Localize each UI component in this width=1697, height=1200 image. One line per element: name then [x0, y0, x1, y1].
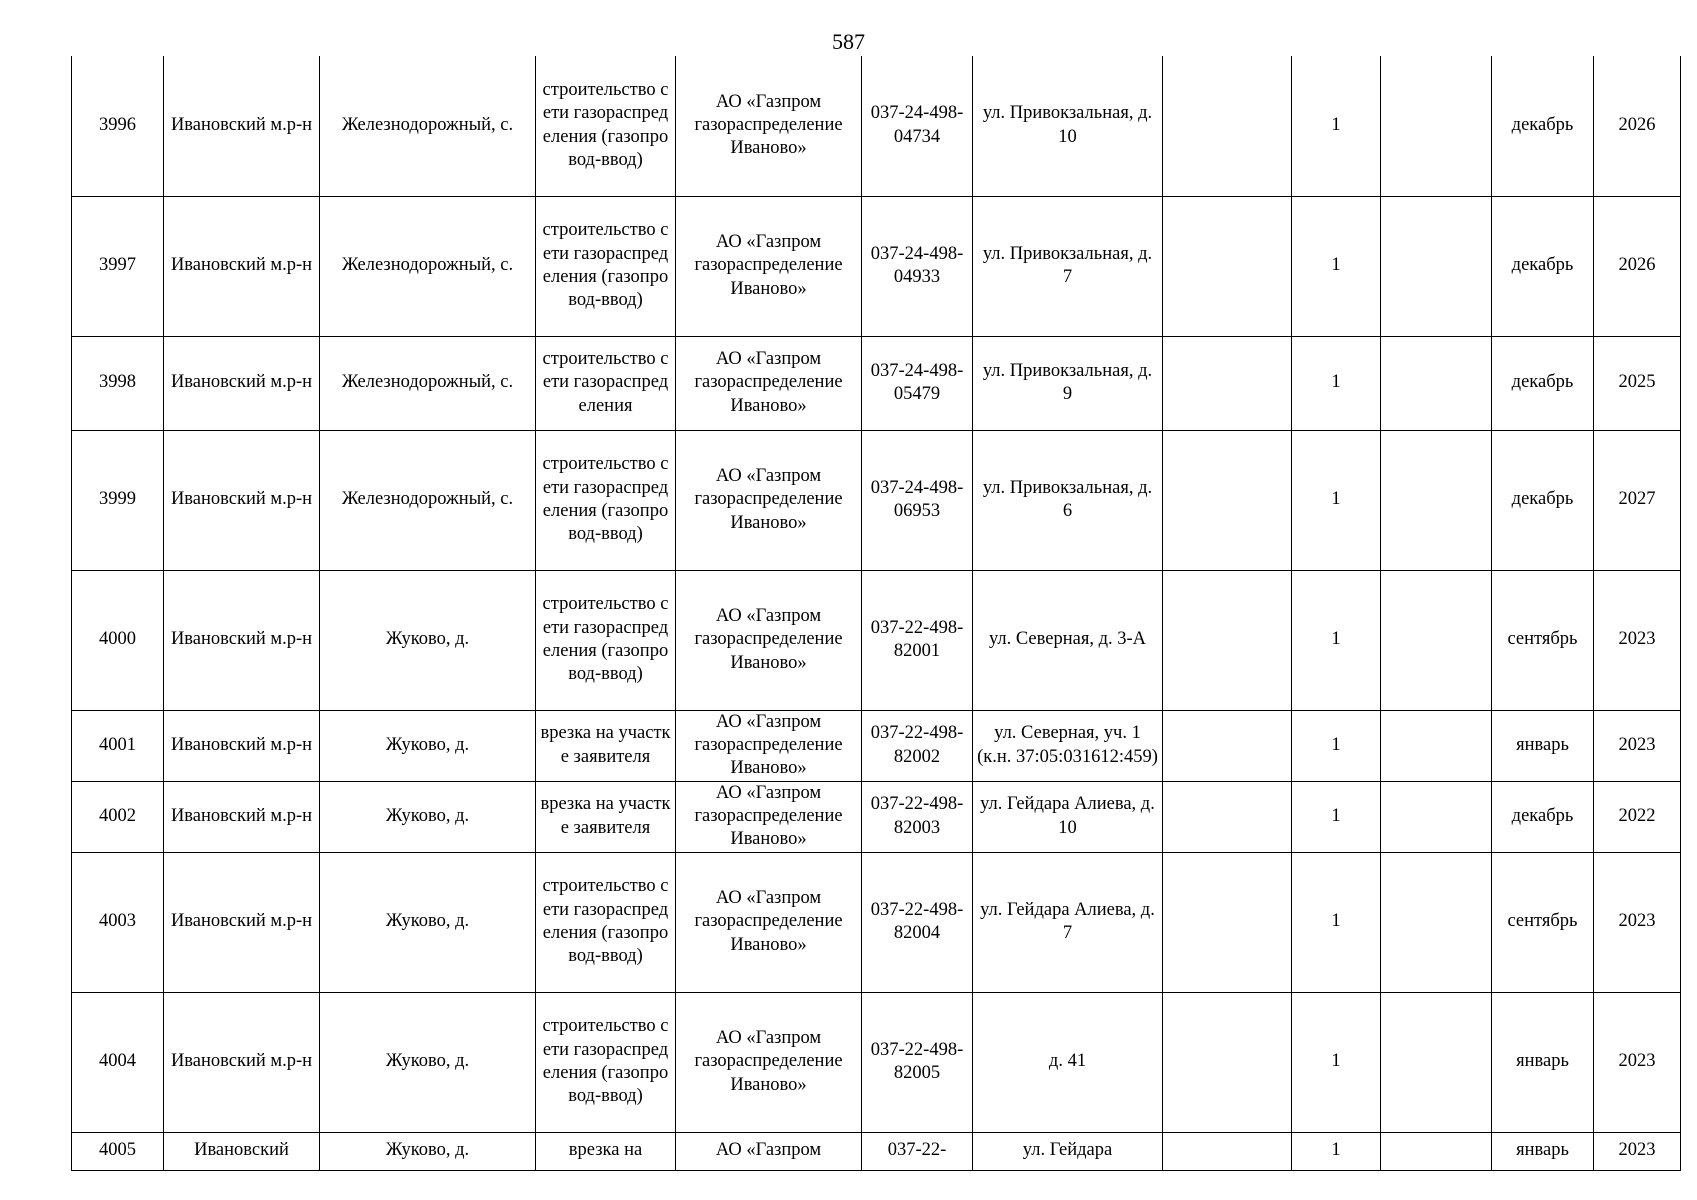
cell-address: ул. Привокзальная, д. 6	[973, 430, 1163, 570]
cell-district: Ивановский м.р-н	[164, 56, 320, 196]
cell-qty: 1	[1292, 781, 1381, 852]
cell-org: АО «Газпром	[676, 1132, 862, 1170]
cell-num: 4005	[72, 1132, 164, 1170]
cell-col10	[1381, 992, 1492, 1132]
cell-address: д. 41	[973, 992, 1163, 1132]
cell-work: строительство сети газораспределения (газопровод-ввод)	[536, 570, 676, 710]
cell-address: ул. Привокзальная, д. 10	[973, 56, 1163, 196]
cell-district: Ивановский м.р-н	[164, 781, 320, 852]
cell-work: врезка на	[536, 1132, 676, 1170]
cell-work: строительство сети газораспределения (газопровод-ввод)	[536, 992, 676, 1132]
cell-qty: 1	[1292, 430, 1381, 570]
cell-month: январь	[1492, 710, 1594, 781]
cell-year: 2023	[1594, 570, 1681, 710]
cell-col10	[1381, 710, 1492, 781]
cell-col8	[1163, 570, 1292, 710]
cell-address: ул. Гейдара	[973, 1132, 1163, 1170]
cell-col10	[1381, 570, 1492, 710]
cell-qty: 1	[1292, 852, 1381, 992]
cell-address: ул. Северная, уч. 1 (к.н. 37:05:031612:459)	[973, 710, 1163, 781]
cell-month: сентябрь	[1492, 570, 1594, 710]
cell-year: 2026	[1594, 196, 1681, 336]
cell-work: строительство сети газораспределения (газопровод-ввод)	[536, 852, 676, 992]
cell-qty: 1	[1292, 570, 1381, 710]
cell-settlement: Жуково, д.	[320, 710, 536, 781]
cell-col10	[1381, 196, 1492, 336]
cell-col10	[1381, 1132, 1492, 1170]
registry-table	[71, 56, 1681, 1171]
cell-code: 037-22-498-82005	[862, 992, 973, 1132]
cell-year: 2023	[1594, 710, 1681, 781]
cell-qty: 1	[1292, 1132, 1381, 1170]
cell-org: АО «Газпром газораспределение Иваново»	[676, 781, 862, 852]
cell-org: АО «Газпром газораспределение Иваново»	[676, 570, 862, 710]
table-row	[72, 781, 1681, 852]
cell-org: АО «Газпром газораспределение Иваново»	[676, 336, 862, 430]
cell-year: 2027	[1594, 430, 1681, 570]
cell-settlement: Железнодорожный, с.	[320, 56, 536, 196]
cell-month: декабрь	[1492, 56, 1594, 196]
cell-num: 4002	[72, 781, 164, 852]
cell-year: 2025	[1594, 336, 1681, 430]
cell-org: АО «Газпром газораспределение Иваново»	[676, 430, 862, 570]
cell-work: строительство сети газораспределения (газопровод-ввод)	[536, 56, 676, 196]
cell-year: 2022	[1594, 781, 1681, 852]
cell-qty: 1	[1292, 336, 1381, 430]
cell-code: 037-24-498-04734	[862, 56, 973, 196]
cell-code: 037-22-498-82001	[862, 570, 973, 710]
cell-code: 037-22-498-82004	[862, 852, 973, 992]
cell-district: Ивановский м.р-н	[164, 336, 320, 430]
cell-org: АО «Газпром газораспределение Иваново»	[676, 992, 862, 1132]
cell-month: сентябрь	[1492, 852, 1594, 992]
cell-settlement: Жуково, д.	[320, 852, 536, 992]
cell-qty: 1	[1292, 56, 1381, 196]
cell-settlement: Жуково, д.	[320, 781, 536, 852]
cell-address: ул. Гейдара Алиева, д. 10	[973, 781, 1163, 852]
cell-col8	[1163, 56, 1292, 196]
table-body	[72, 56, 1681, 1170]
cell-district: Ивановский м.р-н	[164, 710, 320, 781]
cell-work: строительство сети газораспределения	[536, 336, 676, 430]
table-row	[72, 852, 1681, 992]
cell-col8	[1163, 710, 1292, 781]
cell-month: декабрь	[1492, 430, 1594, 570]
table-row	[72, 336, 1681, 430]
cell-num: 4003	[72, 852, 164, 992]
table-row	[72, 196, 1681, 336]
cell-month: декабрь	[1492, 196, 1594, 336]
cell-district: Ивановский м.р-н	[164, 852, 320, 992]
cell-address: ул. Северная, д. 3-А	[973, 570, 1163, 710]
cell-year: 2026	[1594, 56, 1681, 196]
cell-col8	[1163, 1132, 1292, 1170]
cell-col8	[1163, 992, 1292, 1132]
cell-col10	[1381, 336, 1492, 430]
cell-address: ул. Привокзальная, д. 9	[973, 336, 1163, 430]
cell-code: 037-24-498-05479	[862, 336, 973, 430]
cell-settlement: Железнодорожный, с.	[320, 196, 536, 336]
cell-district: Ивановский м.р-н	[164, 196, 320, 336]
cell-year: 2023	[1594, 992, 1681, 1132]
cell-code: 037-22-498-82002	[862, 710, 973, 781]
cell-district: Ивановский	[164, 1132, 320, 1170]
table-row	[72, 56, 1681, 196]
cell-settlement: Жуково, д.	[320, 1132, 536, 1170]
cell-work: врезка на участке заявителя	[536, 781, 676, 852]
cell-num: 4000	[72, 570, 164, 710]
cell-settlement: Жуково, д.	[320, 992, 536, 1132]
cell-month: декабрь	[1492, 336, 1594, 430]
cell-work: строительство сети газораспределения (газопровод-ввод)	[536, 430, 676, 570]
table-row	[72, 570, 1681, 710]
cell-num: 3999	[72, 430, 164, 570]
cell-org: АО «Газпром газораспределение Иваново»	[676, 56, 862, 196]
cell-col8	[1163, 196, 1292, 336]
cell-month: январь	[1492, 1132, 1594, 1170]
cell-org: АО «Газпром газораспределение Иваново»	[676, 196, 862, 336]
cell-qty: 1	[1292, 196, 1381, 336]
cell-qty: 1	[1292, 992, 1381, 1132]
cell-district: Ивановский м.р-н	[164, 430, 320, 570]
cell-col8	[1163, 852, 1292, 992]
cell-work: строительство сети газораспределения (газопровод-ввод)	[536, 196, 676, 336]
cell-col10	[1381, 781, 1492, 852]
cell-code: 037-22-498-82003	[862, 781, 973, 852]
cell-col10	[1381, 56, 1492, 196]
table-row	[72, 430, 1681, 570]
cell-num: 4001	[72, 710, 164, 781]
cell-qty: 1	[1292, 710, 1381, 781]
table-row	[72, 710, 1681, 781]
cell-month: декабрь	[1492, 781, 1594, 852]
cell-settlement: Железнодорожный, с.	[320, 430, 536, 570]
cell-code: 037-22-	[862, 1132, 973, 1170]
cell-code: 037-24-498-06953	[862, 430, 973, 570]
cell-month: январь	[1492, 992, 1594, 1132]
cell-code: 037-24-498-04933	[862, 196, 973, 336]
cell-col8	[1163, 781, 1292, 852]
page-number: 587	[832, 29, 865, 54]
cell-num: 3996	[72, 56, 164, 196]
cell-work: врезка на участке заявителя	[536, 710, 676, 781]
cell-num: 3997	[72, 196, 164, 336]
table-row	[72, 1132, 1681, 1170]
cell-year: 2023	[1594, 1132, 1681, 1170]
cell-district: Ивановский м.р-н	[164, 570, 320, 710]
cell-district: Ивановский м.р-н	[164, 992, 320, 1132]
cell-address: ул. Гейдара Алиева, д. 7	[973, 852, 1163, 992]
cell-num: 3998	[72, 336, 164, 430]
cell-col10	[1381, 430, 1492, 570]
table-row	[72, 992, 1681, 1132]
cell-num: 4004	[72, 992, 164, 1132]
cell-settlement: Жуково, д.	[320, 570, 536, 710]
cell-org: АО «Газпром газораспределение Иваново»	[676, 710, 862, 781]
cell-org: АО «Газпром газораспределение Иваново»	[676, 852, 862, 992]
cell-col8	[1163, 336, 1292, 430]
cell-settlement: Железнодорожный, с.	[320, 336, 536, 430]
cell-address: ул. Привокзальная, д. 7	[973, 196, 1163, 336]
cell-col10	[1381, 852, 1492, 992]
cell-col8	[1163, 430, 1292, 570]
cell-year: 2023	[1594, 852, 1681, 992]
